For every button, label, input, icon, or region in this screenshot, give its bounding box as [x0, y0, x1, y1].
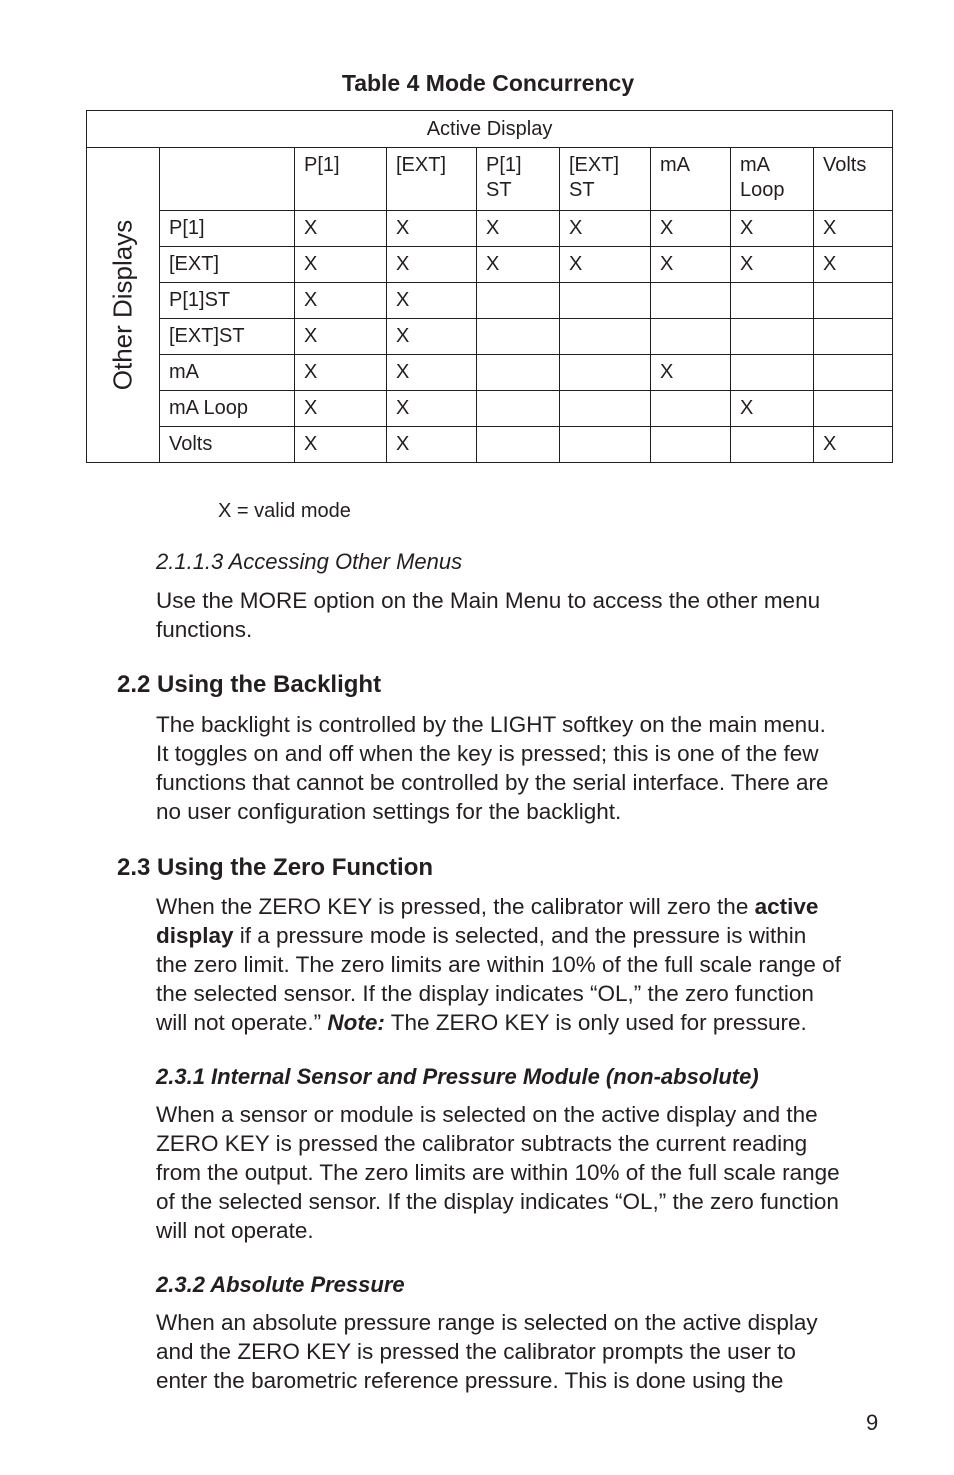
table-cell: X [387, 319, 477, 355]
corner-cell [160, 148, 295, 211]
table-cell: X [651, 355, 731, 391]
table-row [87, 391, 893, 427]
table-cell [651, 427, 731, 463]
table-row [87, 355, 893, 391]
table-cell [560, 355, 651, 391]
table-cell [814, 355, 893, 391]
table-cell: X [295, 355, 387, 391]
row-header: [EXT] [160, 247, 295, 283]
table-cell [477, 391, 560, 427]
table-row [87, 211, 893, 247]
column-header: mA [651, 148, 731, 211]
table-cell [477, 319, 560, 355]
section-heading-2-2: 2.2 Using the Backlight [117, 671, 382, 698]
bold-active: active [754, 894, 819, 919]
column-header: P[1] [295, 148, 387, 211]
mode-concurrency-table [86, 110, 893, 463]
subsection-heading-2-1-1-3: 2.1.1.3 Accessing Other Menus [156, 549, 463, 574]
paragraph-backlight: The backlight is controlled by the LIGHT softkey on the main menu. It toggles on and off when the key is pressed; this is one of the few functions that cannot be controlled by the serial interface. There are no user configuration settings for the backlight. [156, 712, 829, 824]
table-cell [814, 283, 893, 319]
table-cell [731, 427, 814, 463]
paragraph-internal-sensor: When a sensor or module is selected on the active display and the ZERO KEY is pressed the calibrator subtracts the current reading from the output. The zero limits are within 10% of the full scale range of the selected sensor. If the display indicates “OL,” the zero function will not operate. [156, 1102, 840, 1243]
table-cell [560, 391, 651, 427]
table-cell: X [477, 211, 560, 247]
table-cell [731, 319, 814, 355]
table-cell: X [387, 355, 477, 391]
table-legend: X = valid mode [218, 500, 351, 522]
subsection-heading-2-3-1: 2.3.1 Internal Sensor and Pressure Module (non-absolute) [156, 1064, 759, 1089]
table-cell: X [387, 427, 477, 463]
column-header: Volts [814, 148, 893, 211]
table-cell [560, 427, 651, 463]
table-cell: X [295, 319, 387, 355]
table-row [87, 283, 893, 319]
table-row [87, 427, 893, 463]
subsection-heading-2-3-2: 2.3.2 Absolute Pressure [156, 1272, 405, 1297]
row-header: P[1]ST [160, 283, 295, 319]
section-heading-2-3: 2.3 Using the Zero Function [117, 854, 434, 881]
table-cell: X [295, 391, 387, 427]
table-cell [651, 283, 731, 319]
table-cell: X [651, 247, 731, 283]
row-header: Volts [160, 427, 295, 463]
column-header: [EXT] ST [560, 148, 651, 211]
table-cell: X [731, 391, 814, 427]
table-cell [560, 319, 651, 355]
table-cell [731, 355, 814, 391]
paragraph-zero-function: When the ZERO KEY is pressed, the calibrator will zero the active display if a pressure mode is selected, and the pressure is within the zero limit. The zero limits are within 10% of the full scale range of the selected sensor. If the display indicates “OL,” the zero function will not operate.” Note: The ZERO KEY is only used for pressure. [156, 894, 841, 1035]
table-cell: X [814, 211, 893, 247]
table-cell: X [295, 247, 387, 283]
table-cell: X [295, 427, 387, 463]
page-number: 9 [866, 1410, 879, 1435]
table-cell: X [651, 211, 731, 247]
table-cell: X [477, 247, 560, 283]
table-cell: X [731, 247, 814, 283]
table-title: Table 4 Mode Concurrency [341, 70, 635, 96]
row-header: mA Loop [160, 391, 295, 427]
table-cell: X [814, 247, 893, 283]
other-displays-label: Other Displays [107, 219, 138, 391]
table-row [87, 319, 893, 355]
table-cell: X [295, 283, 387, 319]
row-header: P[1] [160, 211, 295, 247]
column-header: [EXT] [387, 148, 477, 211]
table-cell [814, 391, 893, 427]
table-cell [731, 283, 814, 319]
table-cell: X [387, 211, 477, 247]
paragraph-accessing-menus: Use the MORE option on the Main Menu to access the other menu functions. [156, 588, 821, 642]
table-row [87, 247, 893, 283]
active-display-header: Active Display [87, 111, 893, 148]
table-cell: X [295, 211, 387, 247]
table-cell: X [560, 247, 651, 283]
bold-display: display [156, 923, 234, 948]
table-cell [477, 427, 560, 463]
table-cell [814, 319, 893, 355]
table-cell: X [560, 211, 651, 247]
paragraph-absolute-pressure: When an absolute pressure range is selected on the active display and the ZERO KEY is pressed the calibrator prompts the user to enter the barometric reference pressure. This is done using the [156, 1310, 818, 1393]
table-cell [651, 319, 731, 355]
table-cell: X [387, 283, 477, 319]
row-header: [EXT]ST [160, 319, 295, 355]
note-label: Note: [327, 1010, 385, 1035]
row-header: mA [160, 355, 295, 391]
other-displays-header [87, 148, 160, 463]
table-cell: X [814, 427, 893, 463]
table-cell [477, 355, 560, 391]
table-cell: X [387, 391, 477, 427]
table-cell: X [387, 247, 477, 283]
table-cell [560, 283, 651, 319]
column-header: P[1] ST [477, 148, 560, 211]
table-cell [651, 391, 731, 427]
table-cell: X [731, 211, 814, 247]
table-cell [477, 283, 560, 319]
column-header: mA Loop [731, 148, 814, 211]
